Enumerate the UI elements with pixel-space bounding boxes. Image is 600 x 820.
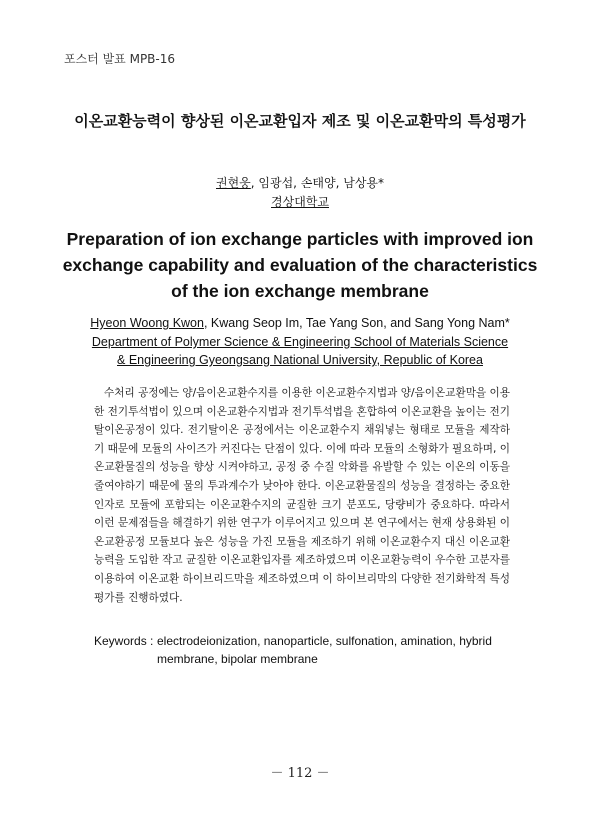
korean-presenter: 권현웅 — [216, 176, 251, 190]
english-authors — [40, 314, 560, 333]
english-title: Preparation of ion exchange particles with improved ion exchange capability and evaluation of the characteristics of the ion exchange membrane — [62, 229, 538, 301]
keywords-label: Keywords : — [94, 634, 154, 648]
english-affiliation-line2: & Engineering Gyeongsang National University, Republic of Korea — [117, 353, 483, 367]
korean-title: 이온교환능력이 향상된 이온교환입자 제조 및 이온교환막의 특성평가 — [74, 112, 526, 130]
korean-affiliation — [0, 193, 600, 212]
english-coauthors: , Kwang Seop Im, Tae Yang Son, and Sang Yong Nam* — [203, 316, 510, 330]
english-affiliation-line1: Department of Polymer Science & Engineering School of Materials Science — [91, 335, 509, 349]
page-number: － 112 － — [270, 766, 330, 781]
english-presenter: Hyeon Woong Kwon — [90, 316, 204, 330]
poster-session-label: 포스터 발표 MPB-16 — [64, 52, 176, 66]
korean-authors — [0, 174, 600, 193]
abstract-body: 수처리 공정에는 양/음이온교환수지를 이용한 이온교환수지법과 양/음이온교환막을 이용한 전기투석법이 있으며 이온교환수지법과 전기투석법을 혼합하여 이온교환을 높이는 전기탈이온공정이 있다. 전기탈이온 공정에서는 이온교환수지 채워넣는 형태로 모듈을 제작하기 때문에 모듈의 사이즈가 커진다는 단점이 있다. 이에 따라 모듈의 소형화가 필요하며, 이온교환물질의 성능을 향상 시켜야하고, 공정 중 수질 악화를 유발할 수 있는 이온의 이동을 줄여야하기 때문에 물의 투과계수가 낮아야 한다. 이온교환물질의 성능을 결정하는 중요한 인자로 모듈에 포함되는 이온교환수지의 균질한 크기 분포도, 당량비가 중요하다. 따라서 이런 문제점들을 해결하기 위한 연구가 이루어지고 있으며 본 연구에서는 현재 상용화된 이온교환공정 모듈보다 높은 성능을 가진 모듈을 제조하기 위해 이온교환수지 대신 이온교환능력을 도입한 작고 균질한 이온교환입자를 제조하였으며 이온교환능력이 우수한 고분자를 이용하여 이온교환 하이브리드막을 제조하였으며 이 하이브리막의 다양한 전기화학적 특성평가를 진행하였다. — [94, 387, 510, 604]
korean-coauthors: , 임광섭, 손태양, 남상용* — [250, 176, 384, 190]
english-affiliation — [40, 333, 560, 369]
keywords-values: electrodeionization, nanoparticle, sulfonation, amination, hybrid membrane, bipolar membrane — [157, 634, 492, 666]
korean-affiliation-text: 경상대학교 — [271, 195, 329, 209]
